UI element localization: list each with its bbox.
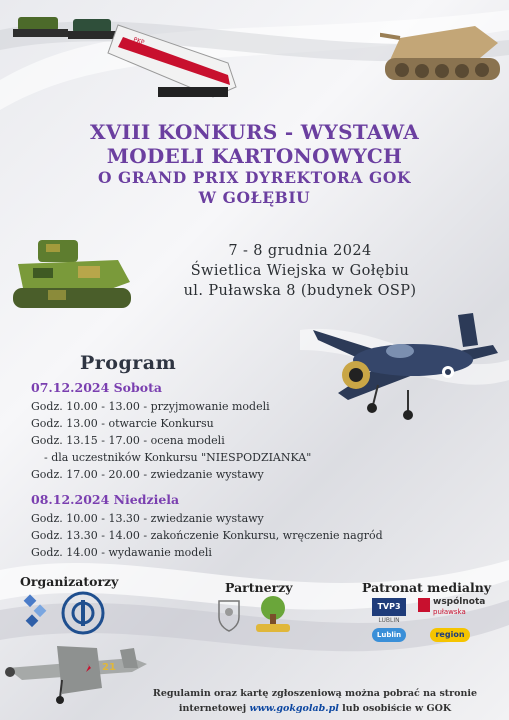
regulations-line-2: [150, 701, 480, 716]
regulations-post: lub osobiście w GOK: [342, 703, 452, 714]
website-link[interactable]: www.gokgolab.pl: [249, 703, 339, 714]
title-line-4: W GOŁĘBIU: [198, 188, 311, 207]
camo-tank-image: [8, 232, 136, 320]
wspolnota-logo: wspólnota: [433, 597, 486, 607]
svg-text:21: 21: [102, 662, 116, 673]
svg-text:PKP: PKP: [132, 36, 146, 47]
schedule-item: Godz. 14.00 - wydawanie modeli: [31, 546, 212, 559]
region-logo: region: [430, 628, 470, 642]
tvp-logo-sub: LUBLIN: [378, 617, 400, 624]
wspolnota-logo-sub: puławska: [433, 608, 466, 616]
organizers-heading: Organizatorzy: [20, 574, 119, 589]
train-model-image: [8, 5, 258, 105]
regulations-line-1: Regulamin oraz kartę zgłoszeniową można pobrać na stronie: [152, 688, 478, 699]
partners-heading: Partnerzy: [225, 580, 293, 595]
day2-label: 08.12.2024 Niedziela: [31, 492, 180, 507]
schedule-item: - dla uczestników Konkursu "NIESPODZIANKA": [44, 451, 312, 464]
event-title: [0, 120, 509, 208]
gok-logo: [22, 592, 52, 630]
title-line-1: XVIII KONKURS - WYSTAWA: [89, 120, 420, 144]
partner-crest-logo: [214, 597, 244, 637]
regulations-pre: internetowej: [178, 703, 247, 714]
day1-label: 07.12.2024 Sobota: [31, 380, 162, 395]
title-line-3: O GRAND PRIX DYREKTORA GOK: [97, 168, 412, 187]
schedule-item: Godz. 17.00 - 20.00 - zwiedzanie wystawy: [31, 468, 264, 481]
schedule-item: Godz. 13.00 - otwarcie Konkursu: [31, 417, 214, 430]
title-line-2: MODELI KARTONOWYCH: [106, 144, 403, 168]
fighter-plane-image: [2, 628, 152, 708]
event-place: Świetlica Wiejska w Gołębiu: [190, 263, 410, 279]
media-heading: Patronat medialny: [362, 580, 492, 595]
airplane-model-image: [308, 305, 503, 425]
radio-lublin-logo: Lublin: [372, 628, 406, 642]
event-date: 7 - 8 grudnia 2024: [228, 243, 372, 259]
tvp-logo: TVP3: [372, 598, 406, 616]
regulations-note: [150, 686, 480, 716]
schedule-item: Godz. 13.30 - 14.00 - zakończenie Konkursu, wręczenie nagród: [31, 529, 383, 542]
schedule-item: Godz. 13.15 - 17.00 - ocena modeli: [31, 434, 225, 447]
program-heading: Program: [80, 352, 177, 374]
schedule-item: Godz. 10.00 - 13.00 - przyjmowanie modeli: [31, 400, 270, 413]
tank-model-image: [380, 8, 505, 90]
event-details: [150, 241, 450, 301]
event-address: ul. Puławska 8 (budynek OSP): [183, 283, 417, 299]
wspolnota-logo-mark: [418, 598, 430, 612]
partner-tree-logo: [252, 594, 294, 634]
schedule-item: Godz. 10.00 - 13.30 - zwiedzanie wystawy: [31, 512, 264, 525]
